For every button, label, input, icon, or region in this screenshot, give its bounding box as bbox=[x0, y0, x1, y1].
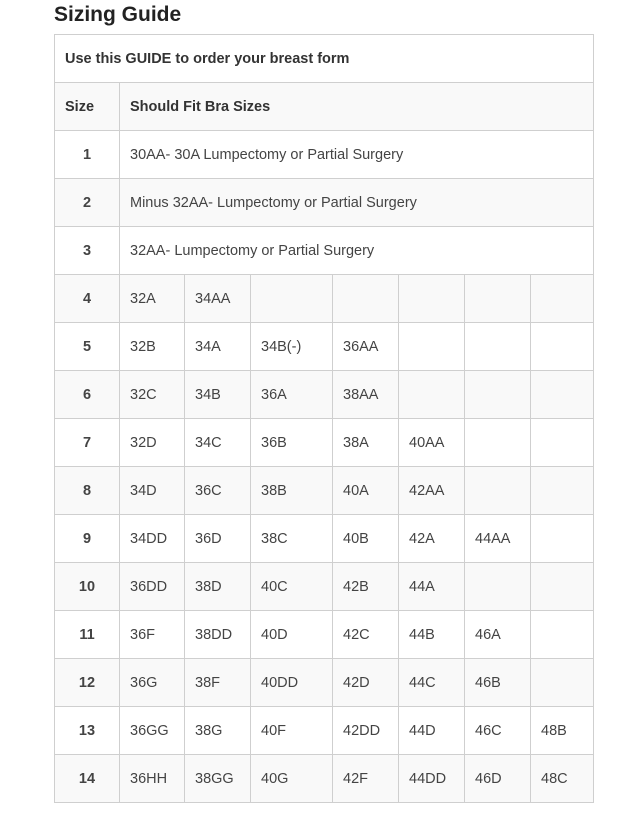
size-number: 13 bbox=[55, 707, 120, 755]
bra-size-cell bbox=[531, 611, 594, 659]
bra-size-cell: 44A bbox=[399, 563, 465, 611]
bra-size-cell: 42C bbox=[333, 611, 399, 659]
bra-size-cell bbox=[399, 275, 465, 323]
table-row bbox=[55, 275, 594, 323]
bra-size-cell: 38AA bbox=[333, 371, 399, 419]
bra-size-cell bbox=[465, 323, 531, 371]
bra-size-cell: 42D bbox=[333, 659, 399, 707]
table-row bbox=[55, 611, 594, 659]
bra-size-cell: 34D bbox=[120, 467, 185, 515]
table-row bbox=[55, 707, 594, 755]
size-number: 11 bbox=[55, 611, 120, 659]
table-row bbox=[55, 323, 594, 371]
bra-size-cell: 48C bbox=[531, 755, 594, 803]
table-row bbox=[55, 227, 594, 275]
table-row bbox=[55, 659, 594, 707]
bra-size-cell bbox=[251, 275, 333, 323]
bra-size-cell: 46D bbox=[465, 755, 531, 803]
size-number: 14 bbox=[55, 755, 120, 803]
bra-size-cell: 36B bbox=[251, 419, 333, 467]
bra-size-cell: 40C bbox=[251, 563, 333, 611]
bra-size-cell: 44B bbox=[399, 611, 465, 659]
bra-size-cell: 48B bbox=[531, 707, 594, 755]
table-row bbox=[55, 371, 594, 419]
size-number: 4 bbox=[55, 275, 120, 323]
table-row bbox=[55, 515, 594, 563]
bra-size-cell: 42AA bbox=[399, 467, 465, 515]
bra-size-cell: 44AA bbox=[465, 515, 531, 563]
bra-size-cell bbox=[531, 467, 594, 515]
bra-size-cell bbox=[399, 371, 465, 419]
bra-size-cell bbox=[531, 275, 594, 323]
bra-size-cell bbox=[465, 563, 531, 611]
table-row bbox=[55, 755, 594, 803]
size-number: 1 bbox=[55, 131, 120, 179]
size-number: 12 bbox=[55, 659, 120, 707]
bra-size-cell bbox=[333, 275, 399, 323]
bra-size-cell: 38B bbox=[251, 467, 333, 515]
bra-size-cell: 38A bbox=[333, 419, 399, 467]
table-caption: Use this GUIDE to order your breast form bbox=[55, 35, 594, 83]
bra-size-cell bbox=[465, 467, 531, 515]
size-number: 10 bbox=[55, 563, 120, 611]
bra-size-cell: 36G bbox=[120, 659, 185, 707]
table-header-row bbox=[55, 83, 594, 131]
bra-size-cell: 46C bbox=[465, 707, 531, 755]
bra-size-cell: 38DD bbox=[185, 611, 251, 659]
bra-size-cell: 40D bbox=[251, 611, 333, 659]
table-row bbox=[55, 563, 594, 611]
table-caption-row bbox=[55, 35, 594, 83]
table-row bbox=[55, 467, 594, 515]
table-row bbox=[55, 131, 594, 179]
bra-size-cell: 40F bbox=[251, 707, 333, 755]
table-row bbox=[55, 179, 594, 227]
bra-size-cell: 34B bbox=[185, 371, 251, 419]
sizing-table bbox=[54, 34, 594, 803]
bra-size-cell: 42B bbox=[333, 563, 399, 611]
bra-size-cell: 34A bbox=[185, 323, 251, 371]
bra-size-cell: 36DD bbox=[120, 563, 185, 611]
size-number: 2 bbox=[55, 179, 120, 227]
bra-size-cell: 36A bbox=[251, 371, 333, 419]
bra-size-cell bbox=[531, 659, 594, 707]
column-header-fit: Should Fit Bra Sizes bbox=[120, 83, 594, 131]
bra-size-cell: 34DD bbox=[120, 515, 185, 563]
bra-size-cell: 40DD bbox=[251, 659, 333, 707]
size-description: Minus 32AA- Lumpectomy or Partial Surgery bbox=[120, 179, 594, 227]
bra-size-cell: 40B bbox=[333, 515, 399, 563]
bra-size-cell: 36C bbox=[185, 467, 251, 515]
bra-size-cell: 40G bbox=[251, 755, 333, 803]
bra-size-cell: 34C bbox=[185, 419, 251, 467]
size-description: 30AA- 30A Lumpectomy or Partial Surgery bbox=[120, 131, 594, 179]
bra-size-cell bbox=[531, 323, 594, 371]
bra-size-cell: 36GG bbox=[120, 707, 185, 755]
bra-size-cell: 44C bbox=[399, 659, 465, 707]
bra-size-cell: 32A bbox=[120, 275, 185, 323]
size-number: 8 bbox=[55, 467, 120, 515]
bra-size-cell: 42DD bbox=[333, 707, 399, 755]
bra-size-cell: 36D bbox=[185, 515, 251, 563]
bra-size-cell: 38G bbox=[185, 707, 251, 755]
bra-size-cell: 34B(-) bbox=[251, 323, 333, 371]
bra-size-cell: 42A bbox=[399, 515, 465, 563]
bra-size-cell: 38C bbox=[251, 515, 333, 563]
bra-size-cell: 36HH bbox=[120, 755, 185, 803]
bra-size-cell: 44D bbox=[399, 707, 465, 755]
column-header-size: Size bbox=[55, 83, 120, 131]
bra-size-cell: 46B bbox=[465, 659, 531, 707]
bra-size-cell: 38F bbox=[185, 659, 251, 707]
size-number: 6 bbox=[55, 371, 120, 419]
bra-size-cell: 40AA bbox=[399, 419, 465, 467]
bra-size-cell: 44DD bbox=[399, 755, 465, 803]
bra-size-cell: 32C bbox=[120, 371, 185, 419]
bra-size-cell bbox=[399, 323, 465, 371]
bra-size-cell bbox=[531, 515, 594, 563]
bra-size-cell: 32D bbox=[120, 419, 185, 467]
bra-size-cell: 36F bbox=[120, 611, 185, 659]
size-number: 7 bbox=[55, 419, 120, 467]
table-row bbox=[55, 419, 594, 467]
size-description: 32AA- Lumpectomy or Partial Surgery bbox=[120, 227, 594, 275]
bra-size-cell: 38D bbox=[185, 563, 251, 611]
page-title: Sizing Guide bbox=[54, 3, 182, 26]
bra-size-cell bbox=[531, 563, 594, 611]
bra-size-cell: 42F bbox=[333, 755, 399, 803]
bra-size-cell bbox=[465, 419, 531, 467]
bra-size-cell: 32B bbox=[120, 323, 185, 371]
bra-size-cell: 46A bbox=[465, 611, 531, 659]
bra-size-cell: 40A bbox=[333, 467, 399, 515]
bra-size-cell: 34AA bbox=[185, 275, 251, 323]
bra-size-cell bbox=[531, 419, 594, 467]
size-number: 3 bbox=[55, 227, 120, 275]
size-number: 9 bbox=[55, 515, 120, 563]
bra-size-cell: 38GG bbox=[185, 755, 251, 803]
size-number: 5 bbox=[55, 323, 120, 371]
bra-size-cell bbox=[465, 275, 531, 323]
bra-size-cell bbox=[465, 371, 531, 419]
bra-size-cell: 36AA bbox=[333, 323, 399, 371]
bra-size-cell bbox=[531, 371, 594, 419]
